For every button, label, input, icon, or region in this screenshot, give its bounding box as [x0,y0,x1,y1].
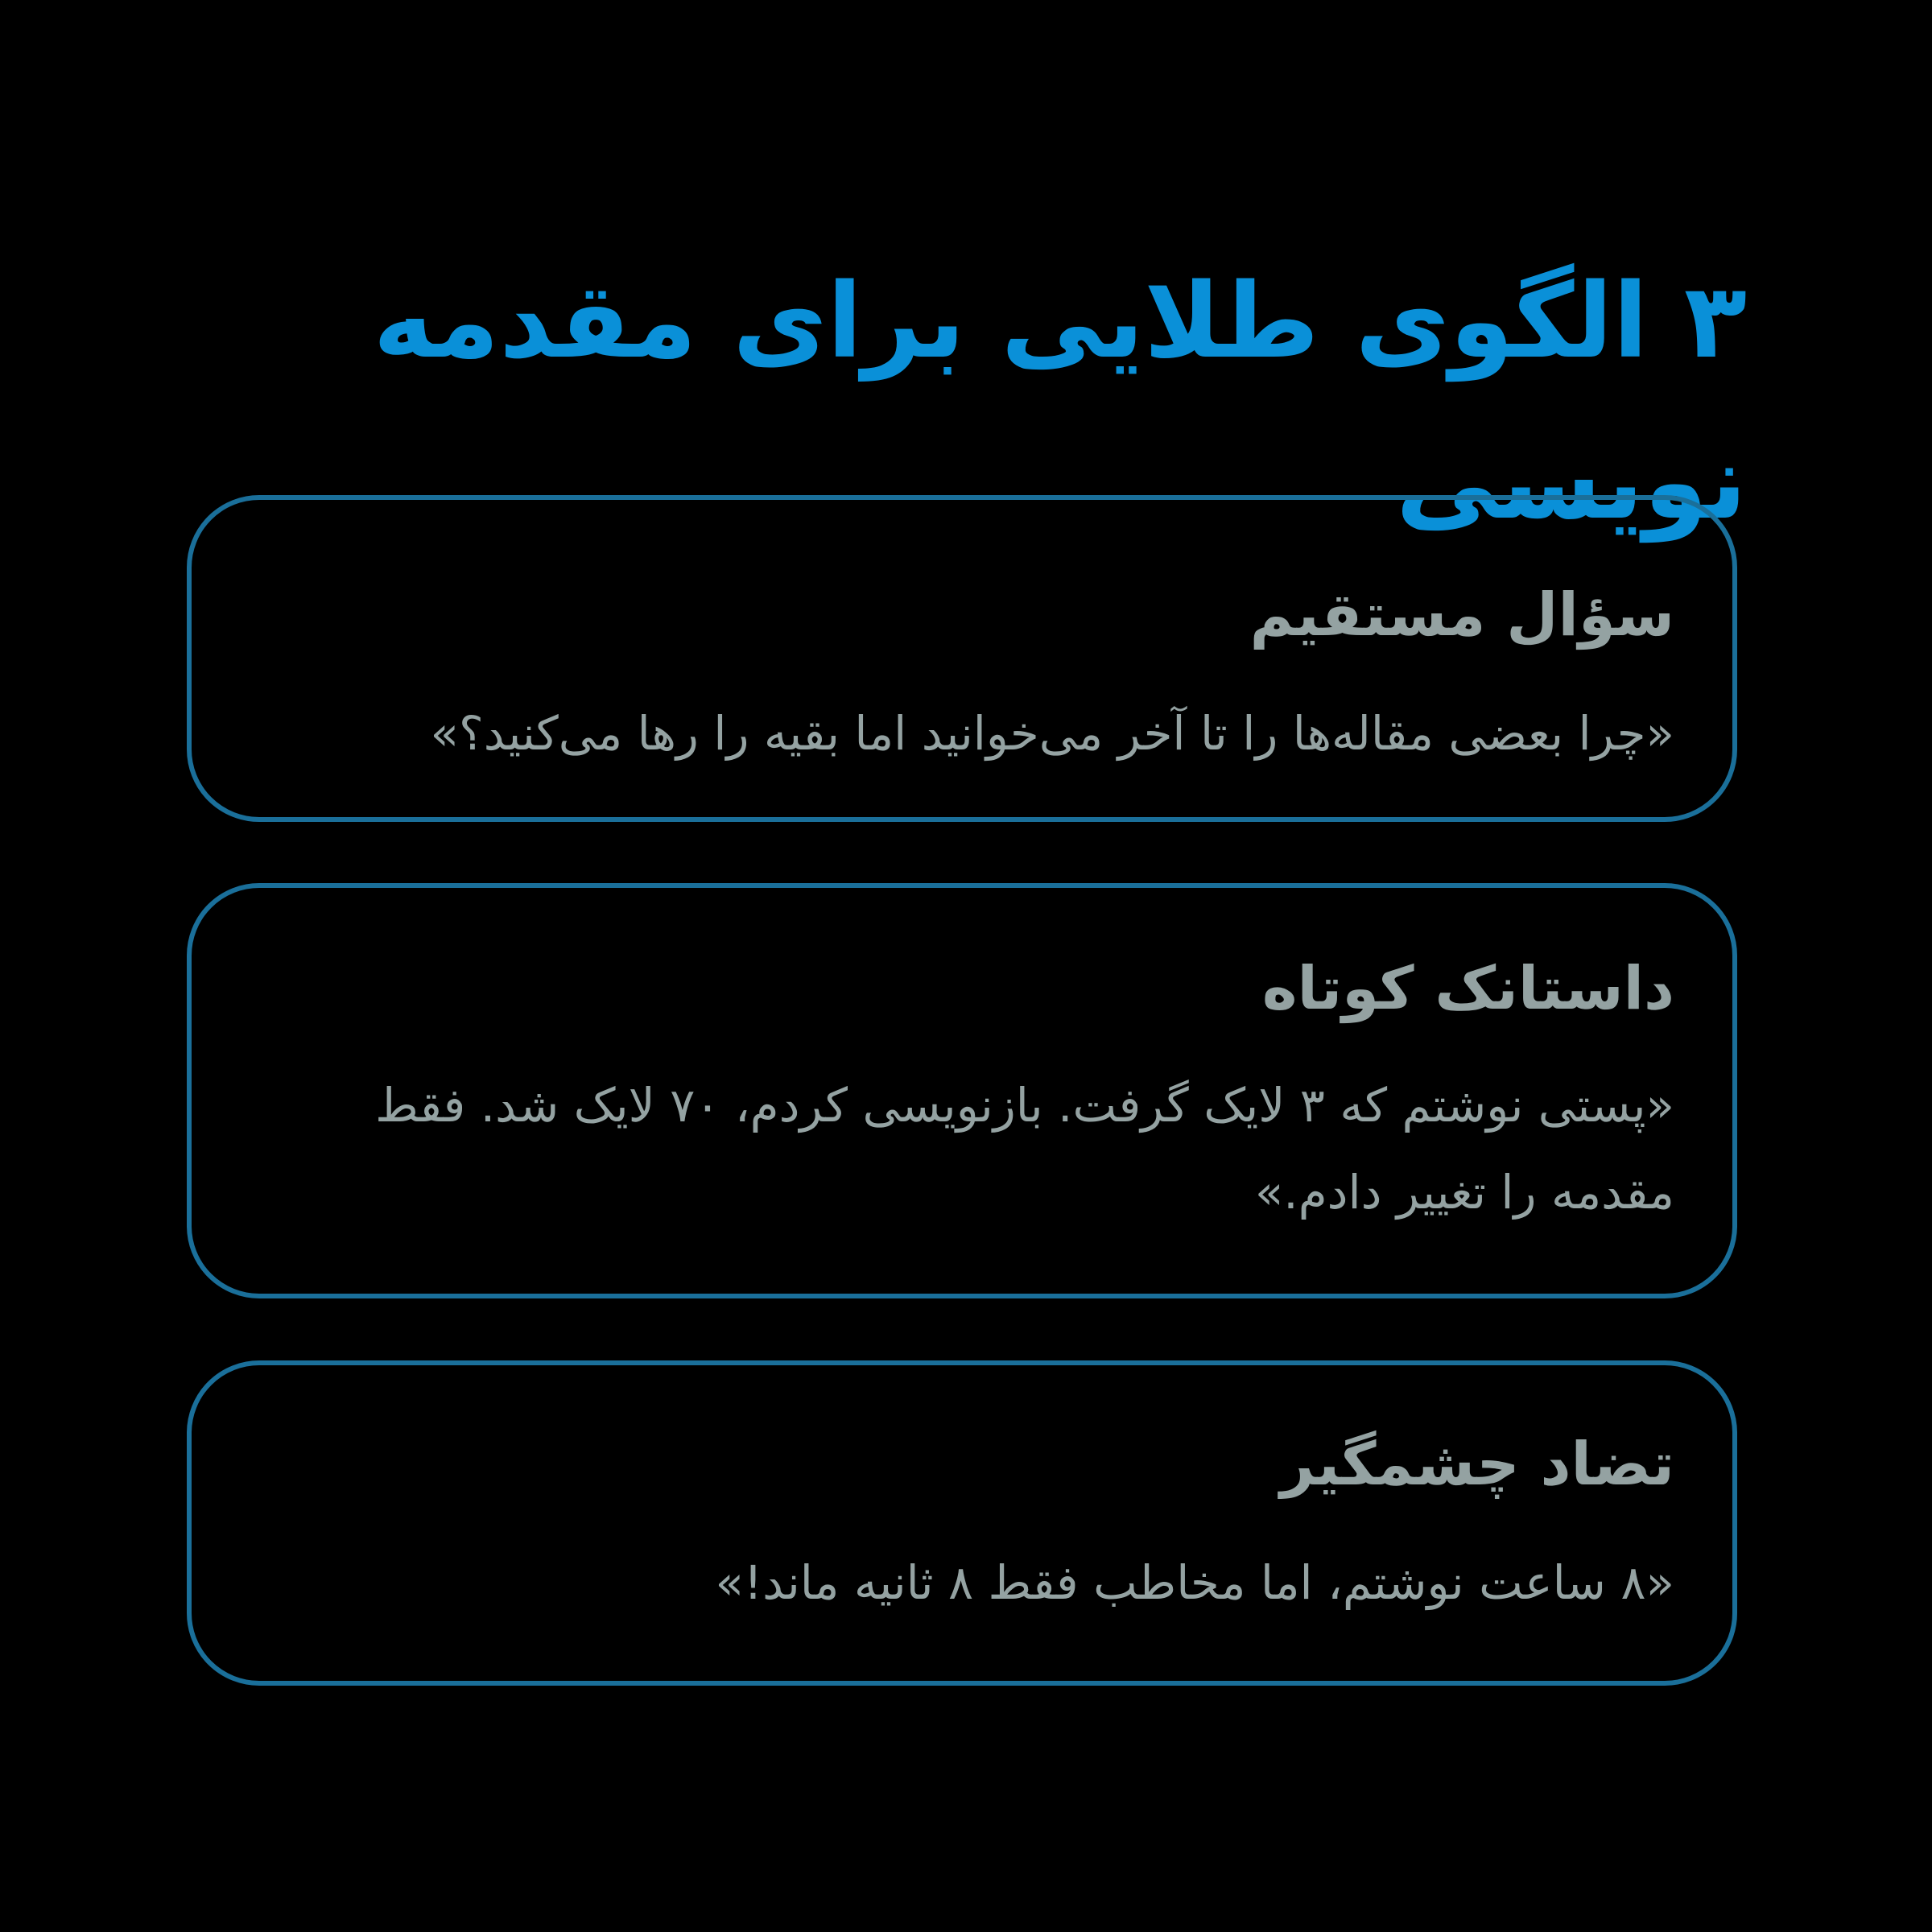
card-example: «پستی نوشتم که ۳ لایک گرفت. بازنویسی کردم، ۷۰ لایک شد. فقط مقدمه را تغییر دادم.» [375,1078,1674,1220]
card-heading: داستانک کوتاه [1261,954,1674,1023]
pattern-card-contrast [187,1360,1737,1686]
pattern-card-direct-question [187,495,1737,822]
page-title: ۳ الگوی طلایی برای مقدمه نویسی [373,262,1747,543]
card-heading: تضاد چشمگیر [1280,1430,1674,1499]
card-example: «۸ ساعت نوشتم، اما مخاطب فقط ۸ ثانیه ماند!» [715,1555,1674,1610]
pattern-card-short-story [187,883,1737,1298]
card-heading: سؤال مستقیم [1249,580,1674,650]
card-example: «چرا بعضی مقاله‌ها را تا آخر می‌خوانید اما بقیه را رها می‌کنید؟» [430,706,1674,761]
